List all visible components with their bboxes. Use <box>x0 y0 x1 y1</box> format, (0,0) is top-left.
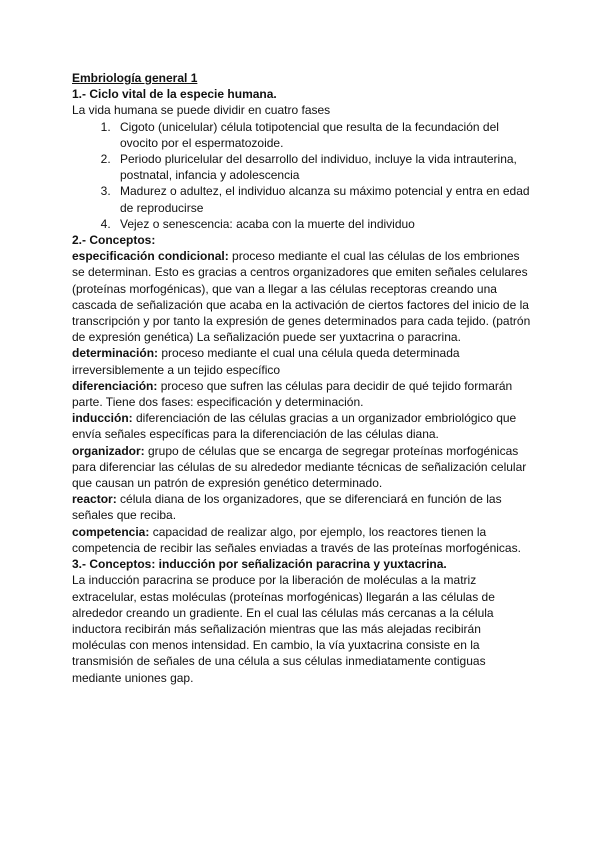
phase-item: 1. Cigoto (unicelular) célula totipotencial que resulta de la fecundación del ovocito por el espermatozoide. <box>114 119 532 151</box>
document-body <box>72 70 532 686</box>
phase-item: 3. Madurez o adultez, el individuo alcanza su máximo potencial y entra en edad de reproducirse <box>114 183 532 215</box>
section-2-heading: 2.- Conceptos: <box>72 233 156 248</box>
concept-term: inducción: <box>72 411 133 426</box>
concept-definition: grupo de células que se encarga de segregar proteínas morfogénicas para diferenciar las células de su alrededor mediante técnicas de señalización celular que causan un patrón de expresión genético determinado. <box>72 443 527 491</box>
concept-organizador <box>72 443 532 492</box>
concept-term: diferenciación: <box>72 378 158 393</box>
concept-reactor <box>72 491 532 523</box>
concept-especificacion <box>72 248 532 345</box>
section-1-intro: La vida humana se puede dividir en cuatro fases <box>72 103 331 118</box>
concept-term: reactor: <box>72 492 117 507</box>
concept-competencia <box>72 524 532 556</box>
concept-term: competencia: <box>72 524 150 539</box>
concept-term: determinación: <box>72 346 159 361</box>
concept-term: organizador: <box>72 443 145 458</box>
phase-item: 2. Periodo pluricelular del desarrollo del individuo, incluye la vida intrauterina, postnatal, infancia y adolescencia <box>114 151 532 183</box>
concept-definition: capacidad de realizar algo, por ejemplo, los reactores tienen la competencia de recibir las señales enviadas a través de las proteínas morfogénicas. <box>72 524 521 555</box>
concept-definition: diferenciación de las células gracias a un organizador embriológico que envía señales específicas para la diferenciación de las células diana. <box>72 411 517 442</box>
concept-definition: proceso que sufren las células para decidir de qué tejido formarán parte. Tiene dos fases: especificación y determinación. <box>72 378 513 410</box>
section-1-heading: 1.- Ciclo vital de la especie humana. <box>72 87 277 102</box>
concept-diferenciacion <box>72 378 532 410</box>
section-3-heading: 3.- Conceptos: inducción por señalización paracrina y yuxtacrina. <box>72 557 447 572</box>
section-3-body: La inducción paracrina se produce por la liberación de moléculas a la matriz extracelular, estas moléculas (proteínas morfogénicas) llegarán a las células de alrededor creando un gradiente. En el cual las células más cercanas a la célula inductora recibirán más señalización mientras que las más alejadas recibirán moléculas con menos intensidad. En cambio, la vía yuxtacrina consiste en la transmisión de señales de una célula a sus células inmediatamente contiguas mediante uniones gap. <box>72 573 495 685</box>
concept-term: especificación condicional: <box>72 249 229 264</box>
concept-induccion <box>72 410 532 442</box>
concept-definition: célula diana de los organizadores, que se diferenciará en función de las señales que reciba. <box>72 492 502 523</box>
concept-definition: proceso mediante el cual una célula queda determinada irreversiblemente a un tejido específico <box>72 346 460 377</box>
phases-list <box>72 119 532 232</box>
concept-determinacion <box>72 345 532 377</box>
document-title: Embriología general 1 <box>72 71 198 85</box>
phase-item: 4. Vejez o senescencia: acaba con la muerte del individuo <box>114 216 532 232</box>
concept-definition: proceso mediante el cual las células de los embriones se determinan. Esto es gracias a centros organizadores que emiten señales celulares (proteínas morfogénicas), que van a llegar a las células receptoras creando una cascada de señalización que acaba en la activación de ciertos factores del inicio de la transcripción y por tanto la expresión de genes determinados para cada tejido. (patrón de expresión genética) La señalización puede ser yuxtacrina o paracrina. <box>72 249 531 345</box>
